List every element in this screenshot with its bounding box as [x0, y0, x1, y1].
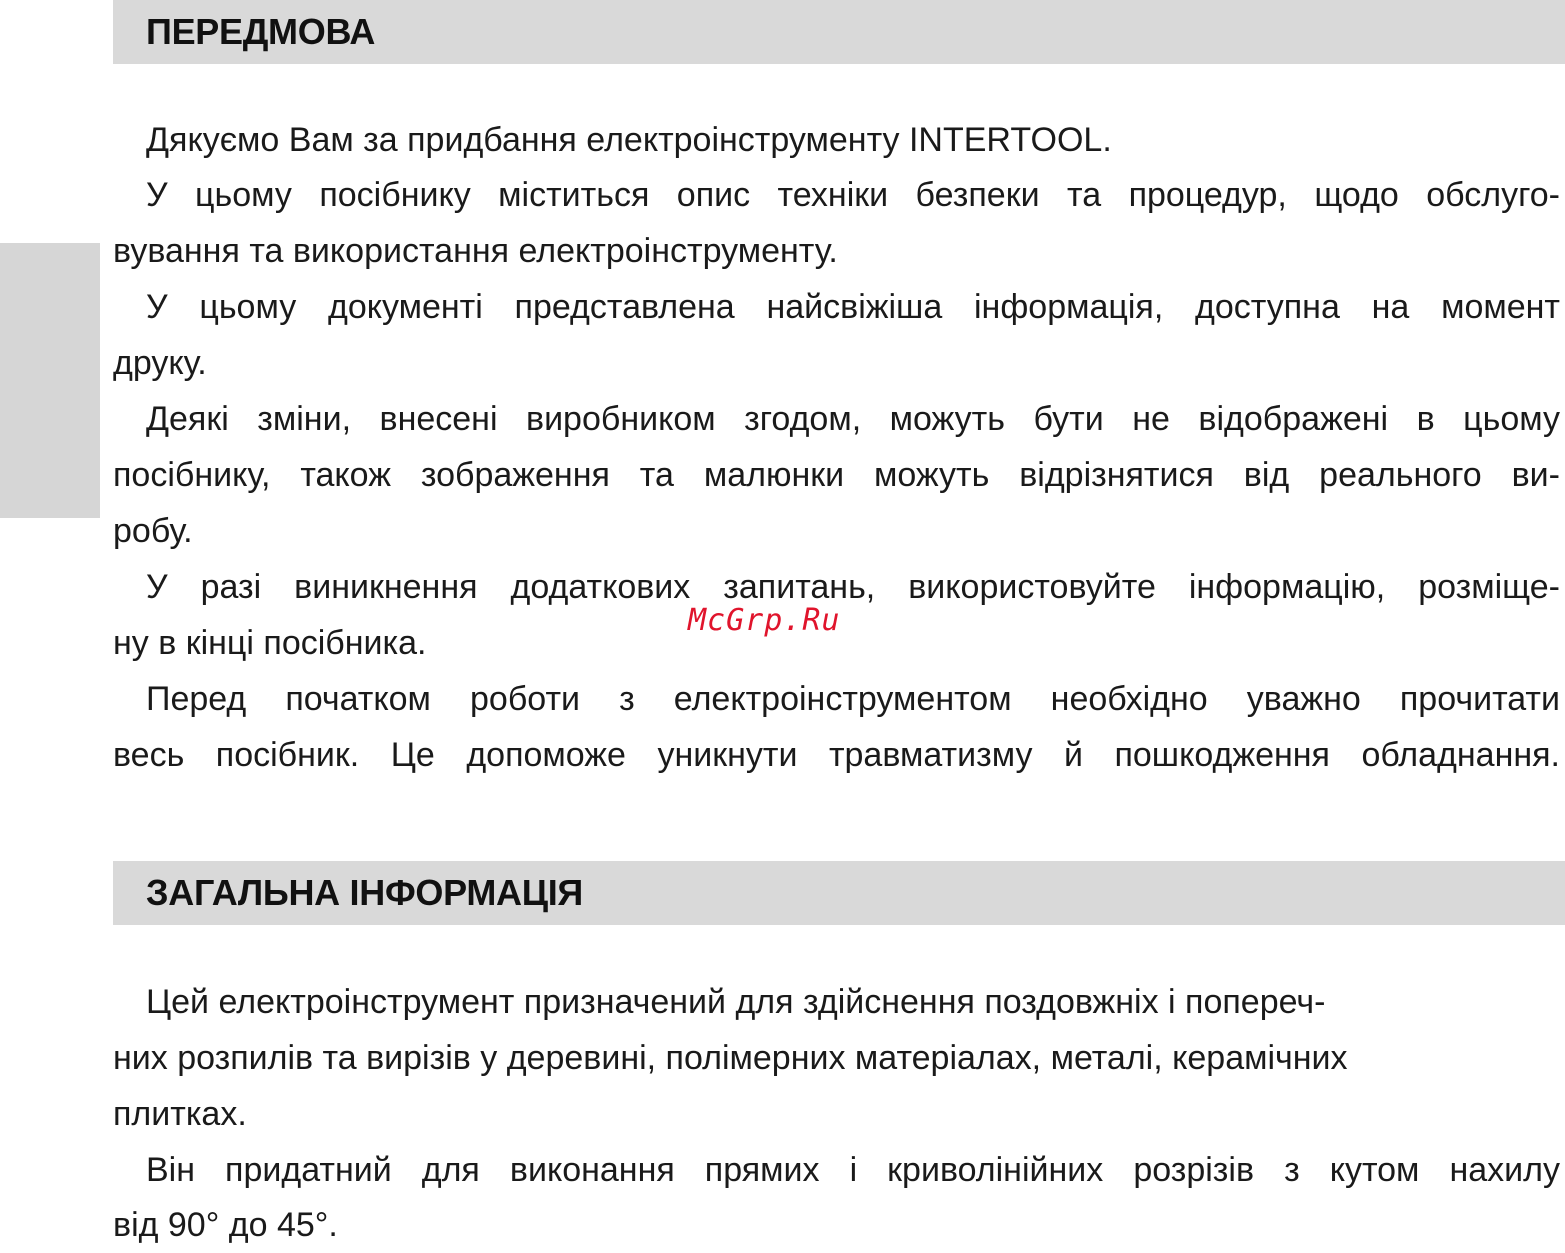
paragraph-line: них розпилів та вирізів у деревині, полімерних матеріалах, металі, керамічних — [113, 1039, 1348, 1077]
paragraph-line: У цьому документі представлена найсвіжіша інформація, доступна на момент — [146, 288, 1560, 326]
paragraph-line: вування та використання електроінструменту. — [113, 232, 838, 270]
paragraph-line: від 90° до 45°. — [113, 1206, 338, 1244]
paragraph-line: весь посібник. Це допоможе уникнути травматизму й пошкодження обладнання. — [113, 736, 1560, 774]
paragraph-line: Перед початком роботи з електроінструментом необхідно уважно прочитати — [146, 680, 1560, 718]
section-heading-foreword — [113, 0, 1565, 64]
paragraph-line: посібнику, також зображення та малюнки можуть відрізнятися від реального ви- — [113, 456, 1560, 494]
paragraph-line: робу. — [113, 512, 193, 550]
paragraph-line: У разі виникнення додаткових запитань, використовуйте інформацію, розміще- — [146, 568, 1560, 606]
paragraph-line: У цьому посібнику міститься опис техніки безпеки та процедур, щодо обслуго- — [146, 176, 1560, 214]
paragraph-line: плитках. — [113, 1095, 247, 1133]
side-tab-marker — [0, 243, 100, 518]
section-heading-general-info — [113, 861, 1565, 925]
section-heading-text: ПЕРЕДМОВА — [146, 11, 376, 52]
watermark-text: McGrp.Ru — [688, 603, 841, 638]
paragraph-line: Дякуємо Вам за придбання електроінструменту INTERTOOL. — [146, 121, 1112, 159]
paragraph-line: Деякі зміни, внесені виробником згодом, можуть бути не відображені в цьому — [146, 400, 1560, 438]
section-heading-text: ЗАГАЛЬНА ІНФОРМАЦІЯ — [146, 872, 583, 913]
paragraph-line: друку. — [113, 344, 207, 382]
paragraph-line: Він придатний для виконання прямих і криволінійних розрізів з кутом нахилу — [146, 1151, 1560, 1189]
paragraph-line: ну в кінці посібника. — [113, 624, 427, 662]
paragraph-line: Цей електроінструмент призначений для здійснення поздовжніх і попереч- — [146, 983, 1326, 1021]
